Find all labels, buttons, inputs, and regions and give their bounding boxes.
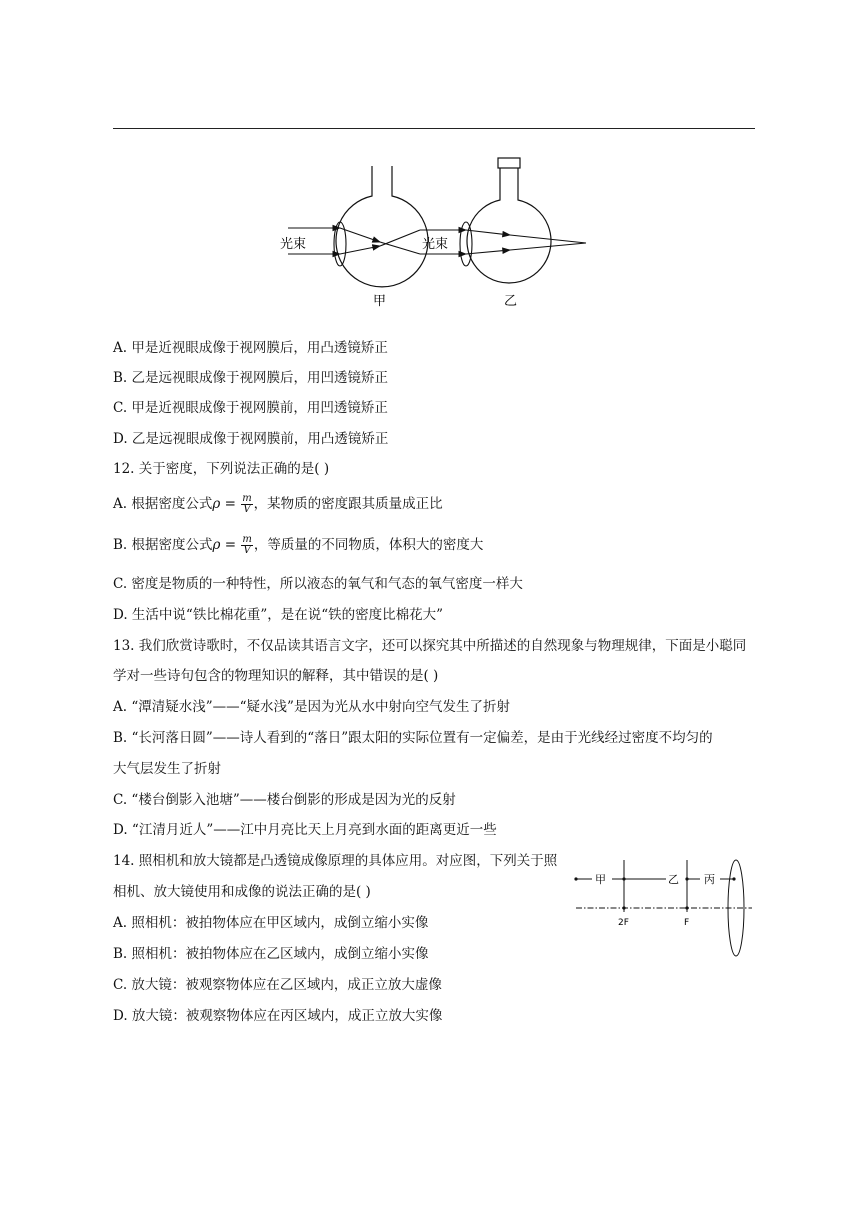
q11-option-a: A. 甲是近视眼成像于视网膜后，用凸透镜矫正: [113, 340, 388, 356]
formula-denominator-b: V: [243, 545, 251, 556]
density-formula-fraction: [241, 494, 252, 515]
q14-stem-line1: 14. 照相机和放大镜都是凸透镜成像原理的具体应用。对应图，下列关于照: [113, 853, 558, 869]
flask-yi: [467, 158, 551, 283]
mark-f: F: [684, 918, 690, 928]
q13-option-b-line2: 大气层发生了折射: [113, 761, 221, 777]
region-bing: 丙: [704, 873, 715, 886]
q12-b-prefix: B. 根据密度公式: [113, 537, 213, 553]
q14-stem-line2: 相机、放大镜使用和成像的说法正确的是( ): [113, 884, 371, 900]
q12-b-suffix: ，等质量的不同物质，体积大的密度大: [253, 537, 484, 553]
q14-option-a: A. 照相机：被拍物体应在甲区域内，成倒立缩小实像: [113, 915, 429, 931]
q11-option-b: B. 乙是远视眼成像于视网膜后，用凹透镜矫正: [113, 370, 389, 386]
q13-stem-line2: 学对一些诗句包含的物理知识的解释，其中错误的是( ): [113, 668, 439, 684]
q13-option-a: A. “潭清疑水浅”——“疑水浅”是因为光从水中射向空气发生了折射: [113, 699, 510, 715]
density-formula-lhs: ρ =: [212, 496, 241, 512]
q13-option-c: C. “楼台倒影入池塘”——楼台倒影的形成是因为光的反射: [113, 792, 456, 808]
formula-numerator: m: [242, 493, 252, 504]
formula-numerator-b: m: [242, 534, 252, 545]
density-formula-lhs-b: ρ =: [212, 537, 241, 553]
q12-a-suffix: ，某物质的密度跟其质量成正比: [253, 496, 443, 512]
beam-jia: [288, 228, 420, 254]
q13-option-d: D. “江清月近人”——江中月亮比天上月亮到水面的距离更近一些: [113, 822, 497, 838]
q14-option-d: D. 放大镜：被观察物体应在丙区域内，成正立放大实像: [113, 1008, 443, 1024]
header-rule: [113, 128, 755, 129]
q13-option-b-line1: B. “长河落日圆”——诗人看到的“落日”跟太阳的实际位置有一定偏差，是由于光线经过密度不均匀的: [113, 730, 713, 746]
mark-2f: 2F: [618, 918, 629, 928]
lens-region-diagram: [570, 852, 760, 962]
q12-a-prefix: A. 根据密度公式: [113, 496, 213, 512]
q12-option-a: [113, 491, 443, 517]
flask-jia: [336, 166, 428, 287]
q12-option-c: C. 密度是物质的一种特性，所以液态的氧气和气态的氧气密度一样大: [113, 576, 523, 592]
region-jia: 甲: [595, 873, 606, 886]
formula-denominator: V: [243, 504, 251, 515]
q13-stem-line1: 13. 我们欣赏诗歌时，不仅品读其语言文字，还可以探究其中所描述的自然现象与物理规律，下面是小聪同: [113, 638, 747, 654]
q11-option-c: C. 甲是近视眼成像于视网膜前，用凹透镜矫正: [113, 400, 388, 416]
lens-yi: [460, 222, 472, 266]
beam-label-mid: 光束: [422, 237, 449, 252]
q11-option-d: D. 乙是远视眼成像于视网膜前，用凸透镜矫正: [113, 431, 389, 447]
q12-option-d: D. 生活中说“铁比棉花重”，是在说“铁的密度比棉花大”: [113, 607, 444, 623]
density-formula-fraction-b: [241, 535, 252, 556]
q12-option-b: [113, 532, 483, 558]
label-jia: 甲: [373, 294, 387, 309]
q12-stem: 12. 关于密度，下列说法正确的是( ): [113, 461, 330, 477]
q14-option-b: B. 照相机：被拍物体应在乙区域内，成倒立缩小实像: [113, 946, 429, 962]
region-yi: 乙: [668, 873, 679, 886]
label-yi: 乙: [504, 294, 518, 309]
q14-option-c: C. 放大镜：被观察物体应在乙区域内，成正立放大虚像: [113, 977, 442, 993]
beam-label-left: 光束: [280, 237, 307, 252]
eye-model-diagram: [270, 150, 600, 310]
